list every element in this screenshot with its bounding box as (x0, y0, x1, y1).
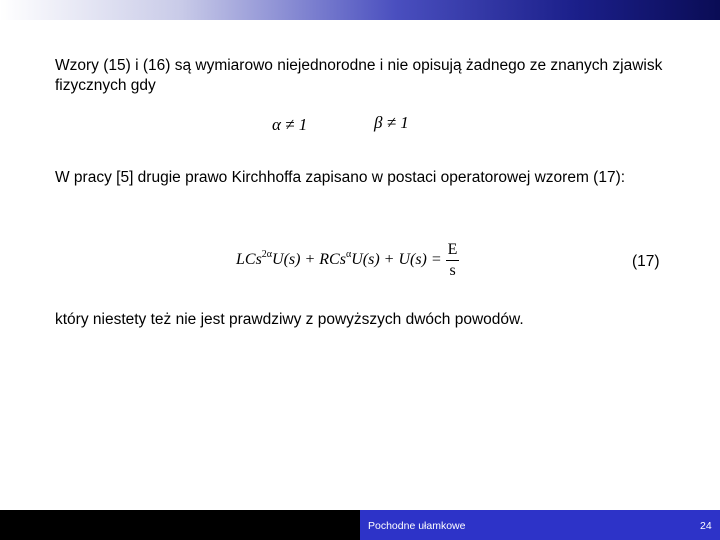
condition-beta (374, 113, 409, 133)
paragraph-kirchhoff-law: W pracy [5] drugie prawo Kirchhoffa zapisano w postaci operatorowej wzorem (17): (55, 169, 626, 186)
eq-denominator: s (449, 262, 456, 279)
page-number: 24 (700, 520, 712, 532)
equation-number: (17) (632, 253, 660, 270)
paragraph-conclusion: który niestety też nie jest prawdziwy z powyższych dwóch powodów. (55, 311, 524, 328)
eq-fraction (446, 240, 460, 281)
eq-term-lcs: LCs (236, 251, 262, 269)
eq-term-rhs: U(s) + U(s) = (351, 251, 442, 269)
eq-exponent-2alpha: 2α (261, 249, 273, 261)
equation-17 (236, 240, 459, 281)
eq-exponent-alpha: α (345, 249, 352, 261)
footer-title: Pochodne ułamkowe (368, 520, 466, 532)
top-gradient-bar (0, 0, 720, 20)
eq-term-rcs: U(s) + RCs (272, 251, 346, 269)
condition-beta-text: β ≠ 1 (374, 113, 409, 132)
paragraph-dimensional-inhomogeneity: Wzory (15) i (16) są wymiarowo niejednorodne i nie opisują żadnego ze znanych zjawisk fizycznych gdy (55, 57, 663, 94)
condition-alpha-text: α ≠ 1 (272, 115, 308, 134)
eq-numerator: E (446, 240, 460, 261)
condition-alpha (272, 115, 307, 135)
